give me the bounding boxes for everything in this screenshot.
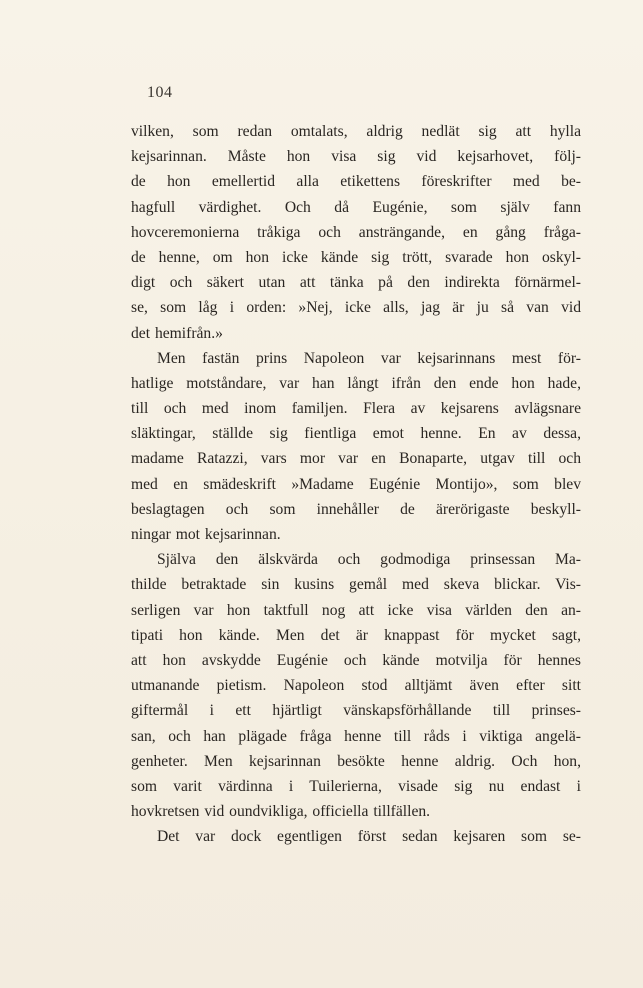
text-line: som varit värdinna i Tuilerierna, visade sig nu endast i	[131, 777, 581, 795]
text-line: thilde betraktade sin kusins gemål med skeva blickar. Vis-	[131, 576, 581, 594]
text-line: san, och han plägade fråga henne till råds i viktiga angelä-	[131, 727, 581, 745]
text-line: till och med inom familjen. Flera av kejsarens avlägsnare	[131, 400, 581, 418]
page-number: 104	[147, 84, 173, 101]
text-line: genheter. Men kejsarinnan besökte henne aldrig. Och hon,	[131, 752, 581, 770]
text-line: vilken, som redan omtalats, aldrig nedlät sig att hylla	[131, 123, 581, 140]
text-line: släktingar, ställde sig fientliga emot henne. En av dessa,	[131, 425, 581, 443]
text-line: utmanande pietism. Napoleon stod alltjämt även efter sitt	[131, 677, 581, 695]
text-line: ningar mot kejsarinnan.	[131, 526, 281, 543]
body-text	[131, 119, 581, 849]
text-line: Men fastän prins Napoleon var kejsarinnans mest för-	[157, 349, 581, 367]
text-line: se, som låg i orden: »Nej, icke alls, jag är ju så van vid	[131, 299, 581, 317]
text-line: Själva den älskvärda och godmodiga prinsessan Ma-	[157, 551, 581, 569]
text-line: kejsarinnan. Måste hon visa sig vid kejsarhovet, följ-	[131, 148, 581, 166]
text-line: hatlige motståndare, var han långt ifrån den ende hon hade,	[131, 374, 581, 392]
text-line: Det var dock egentligen först sedan kejsaren som se-	[157, 828, 581, 846]
text-line: giftermål i ett hjärtligt vänskapsförhållande till prinses-	[131, 702, 581, 720]
text-line: digt och säkert utan att tänka på den indirekta förnärmel-	[131, 274, 581, 292]
text-line: de henne, om hon icke kände sig trött, svarade hon oskyl-	[131, 248, 581, 266]
text-line: tipati hon kände. Men det är knappast för mycket sagt,	[131, 626, 581, 644]
text-line: det hemifrån.»	[131, 324, 223, 342]
text-line: de hon emellertid alla etikettens föreskrifter med be-	[131, 173, 581, 191]
text-line: hovceremonierna tråkiga och ansträngande, en gång fråga-	[131, 223, 581, 241]
text-line: med en smädeskrift »Madame Eugénie Montijo», som blev	[131, 475, 581, 493]
text-line: madame Ratazzi, vars mor var en Bonaparte, utgav till och	[131, 450, 581, 468]
text-line: beslagtagen och som innehåller de ärerörigaste beskyll-	[131, 500, 581, 518]
text-line: hovkretsen vid oundvikliga, officiella tillfällen.	[131, 803, 431, 821]
text-line: hagfull värdighet. Och då Eugénie, som själv fann	[131, 198, 581, 216]
text-line: att hon avskydde Eugénie och kände motvilja för hennes	[131, 651, 581, 669]
text-line: serligen var hon taktfull nog att icke visa världen den an-	[131, 601, 581, 619]
